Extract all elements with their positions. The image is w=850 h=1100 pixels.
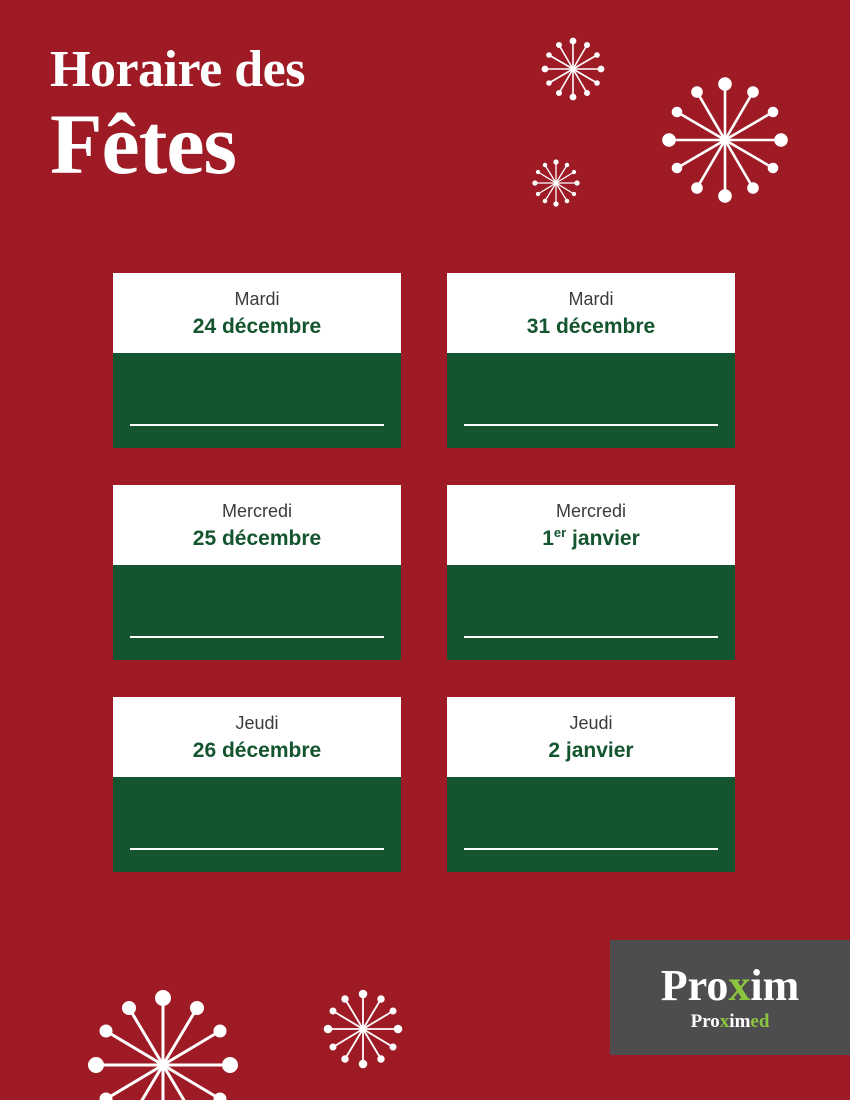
logo-sub-part-1: Pro (690, 1010, 720, 1032)
card-write-line (130, 636, 384, 638)
card-hours-area (447, 565, 735, 660)
card-day-label: Mardi (234, 289, 280, 309)
card-header (447, 485, 735, 565)
logo-sub-part-2: im (729, 1010, 751, 1032)
card-header (447, 273, 735, 353)
schedule-card (113, 273, 401, 448)
card-day-label: Mercredi (555, 501, 626, 521)
card-write-line (464, 424, 718, 426)
snowflake-bottom-large-icon (80, 982, 246, 1100)
card-hours-area (447, 777, 735, 872)
card-hours-area (113, 565, 401, 660)
schedule-card (113, 485, 401, 660)
snowflake-bottom-small-icon (320, 986, 406, 1072)
schedule-row (113, 697, 735, 872)
card-header (113, 697, 401, 777)
title-line-1: Horaire des (50, 41, 305, 98)
snowflake-top-small-icon (540, 36, 606, 102)
card-date-label-composite (457, 525, 725, 553)
card-hours-area (447, 353, 735, 448)
title-line-2: Fêtes (50, 96, 236, 192)
card-header (113, 485, 401, 565)
logo-part-2: im (750, 960, 800, 1010)
page-title (50, 41, 305, 192)
schedule-grid (113, 273, 735, 872)
card-write-line (464, 848, 718, 850)
schedule-card (113, 697, 401, 872)
card-day-label: Jeudi (235, 713, 279, 733)
card-date-suffix: er (553, 525, 567, 540)
card-date-label: 26 décembre (192, 739, 322, 762)
card-hours-area (113, 777, 401, 872)
card-date-month: janvier (566, 527, 640, 550)
card-day-label: Mardi (568, 289, 614, 309)
schedule-row (113, 273, 735, 448)
card-date-number: 1 (542, 527, 554, 550)
logo-part-1: Pro (660, 960, 729, 1010)
schedule-card (447, 273, 735, 448)
logo-sub-x-accent: x (719, 1010, 730, 1032)
card-date-label: 2 janvier (548, 739, 634, 762)
card-day-label: Jeudi (569, 713, 613, 733)
card-date-label: 25 décembre (192, 527, 322, 550)
card-header (113, 273, 401, 353)
logo-subbrand (691, 1011, 770, 1033)
schedule-card (447, 697, 735, 872)
card-day-label: Mercredi (221, 501, 292, 521)
card-write-line (464, 636, 718, 638)
card-header (447, 697, 735, 777)
brand-logo (610, 940, 850, 1055)
logo-wordmark (660, 960, 800, 1010)
schedule-card (447, 485, 735, 660)
schedule-row (113, 485, 735, 660)
card-hours-area (113, 353, 401, 448)
card-write-line (130, 848, 384, 850)
snowflake-top-tiny-icon (531, 158, 581, 208)
card-write-line (130, 424, 384, 426)
logo-sub-ed-accent: ed (750, 1010, 770, 1032)
snowflake-top-large-icon (657, 72, 793, 208)
card-date-label: 31 décembre (526, 315, 656, 338)
card-date-label: 24 décembre (192, 315, 322, 338)
logo-x-accent: x (728, 960, 751, 1010)
